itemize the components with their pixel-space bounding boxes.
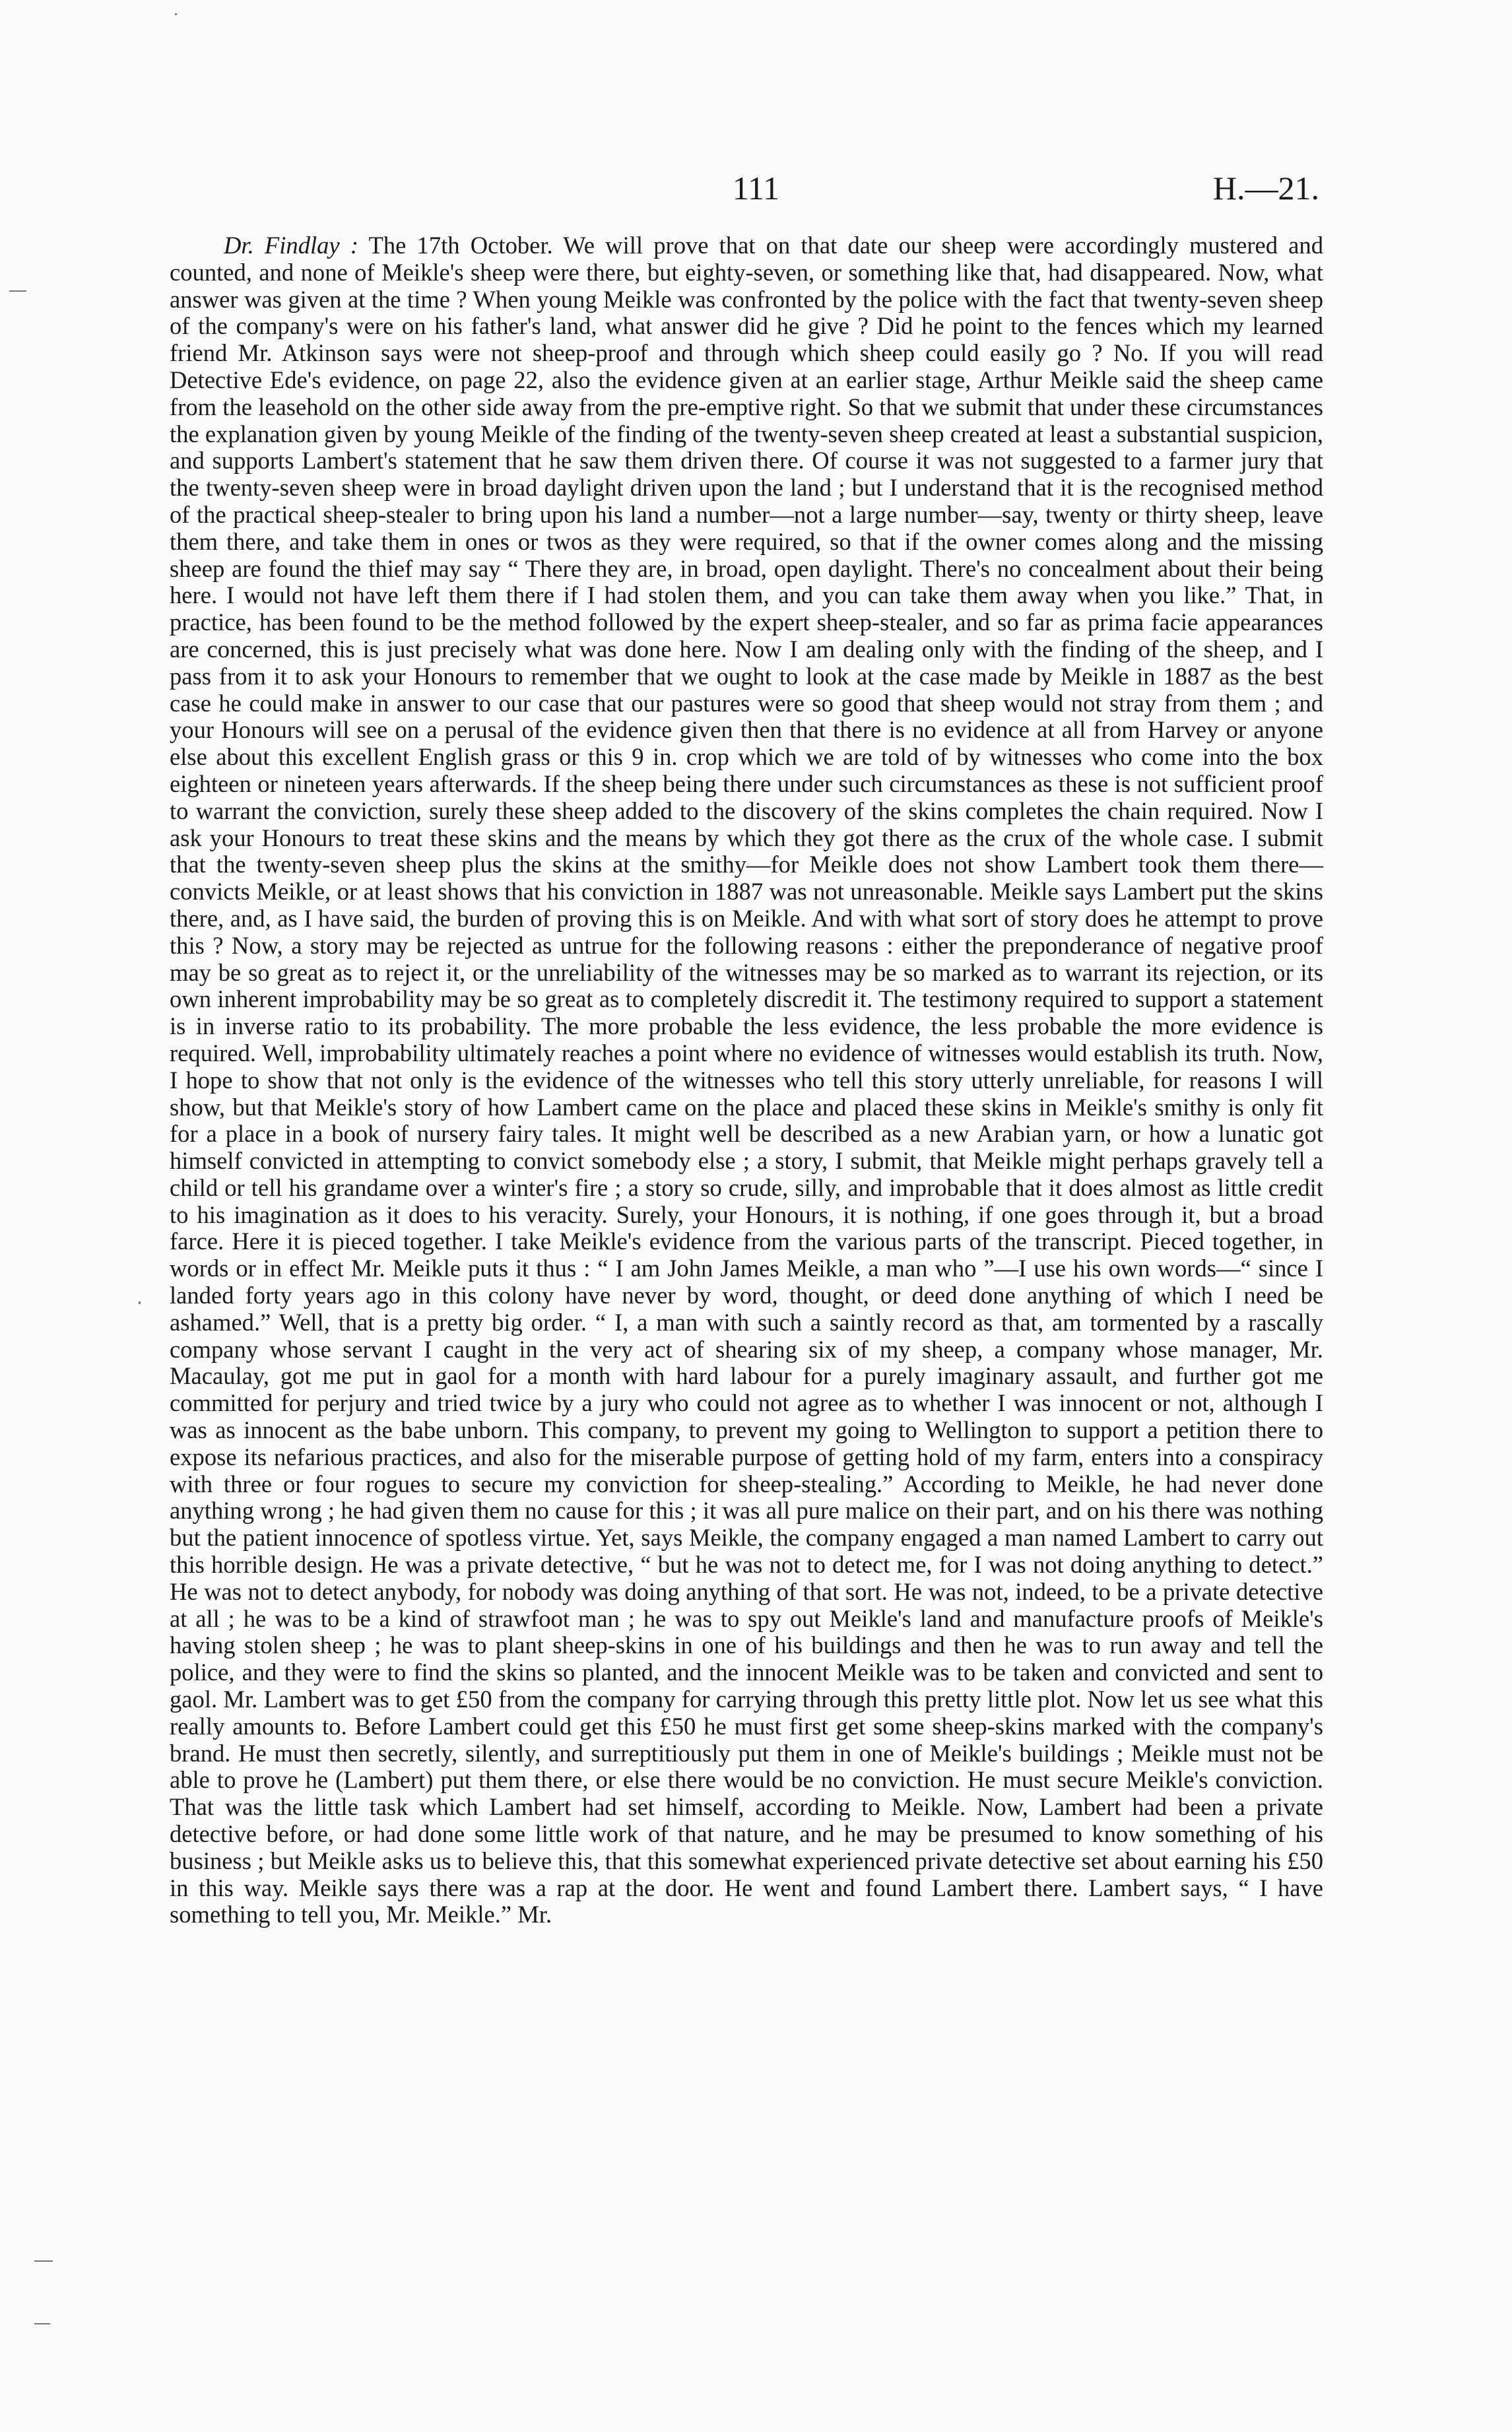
paragraph-text: The 17th October. We will prove that on that date our sheep were accordingly mustered and counted, and none of Meikle's sheep were there, but eighty-seven, or something like that, had disappeared. Now, what answer was given at the time ? When young Meikle was confronted by the police with the fact that twenty-seven sheep of the company's were on his father's land, what answer did he give ? Did he point to the fences which my learned friend Mr. Atkinson says were not sheep-proof and through which sheep could easily go ? No. If you will read Detective Ede's evidence, on page 22, also the evidence given at an earlier stage, Arthur Meikle said the sheep came from the leasehold on the other side away from the pre-emptive right. So that we submit that under these circumstances the explanation given by young Meikle of the finding of the twenty-seven sheep created at least a substantial suspicion, and supports Lambert's statement that he saw them driven there. Of course it was not suggested to a farmer jury that the twenty-seven sheep were in broad daylight driven upon the land ; but I understand that it is the recognised method of the practical sheep-stealer to bring upon his land a number—not a large number—say, twenty or thirty sheep, leave them there, and take them in ones or twos as they were required, so that if the owner comes along and the missing sheep are found the thief may say “ There they are, in broad, open daylight. There's no concealment about their being here. I would not have left them there if I had stolen them, and you can take them away when you like.” That, in practice, has been found to be the method followed by the expert sheep-stealer, and so far as prima facie appearances are concerned, this is just precisely what was done here. Now I am dealing only with the finding of the sheep, and I pass from it to ask your Honours to remember that we ought to look at the case made by Meikle in 1887 as the best case he could make in answer to our case that our pastures were so good that sheep would not stray from them ; and your Honours will see on a perusal of the evidence given then that there is no evidence at all from Harvey or anyone else about this excellent English grass or this 9 in. crop which we are told of by witnesses who come into the box eighteen or nineteen years afterwards. If the sheep being there under such circumstances as these is not sufficient proof to warrant the conviction, surely these sheep added to the discovery of the skins completes the chain required. Now I ask your Honours to treat these skins and the means by which they got there as the crux of the whole case. I submit that the twenty-seven sheep plus the skins at the smithy—for Meikle does not show Lambert took them there—convicts Meikle, or at least shows that his conviction in 1887 was not unreasonable. Meikle says Lambert put the skins there, and, as I have said, the burden of proving this is on Meikle. And with what sort of story does he attempt to prove this ? Now, a story may be rejected as untrue for the following reasons : either the preponderance of negative proof may be so great as to reject it, or the unreliability of the witnesses may be so marked as to warrant its rejection, or its own inherent improbability may be so great as to completely discredit it. The testimony required to support a statement is in inverse ratio to its probability. The more probable the less evidence, the less probable the more evidence is required. Well, improbability ultimately reaches a point where no evidence of witnesses would establish its truth. Now, I hope to show that not only is the evidence of the witnesses who tell this story utterly unreliable, for reasons I will show, but that Meikle's story of how Lambert came on the place and placed these skins in Meikle's smithy is only fit for a place in a book of nursery fairy tales. It might well be described as a new Arabian yarn, or how a lunatic got himself convicted in attempting to convict somebody else ; a story, I submit, that Meikle might perhaps gravely tell a child or tell his grandame over a winter's fire ; a story so crude, silly, and improbable that it does almost as little credit to his imagination as it does to his veracity. Surely, your Honours, it is nothing, if one goes through it, but a broad farce. Here it is pieced together. I take Meikle's evidence from the various parts of the transcript. Pieced together, in words or in effect Mr. Meikle puts it thus : “ I am John James Meikle, a man who ”—I use his own words—“ since I landed forty years ago in this colony have never by word, thought, or deed done anything of which I need be ashamed.” Well, that is a pretty big order. “ I, a man with such a saintly record as that, am tormented by a rascally company whose servant I caught in the very act of shearing six of my sheep, a company whose manager, Mr. Macaulay, got me put in gaol for a month with hard labour for a purely imaginary assault, and further got me committed for perjury and tried twice by a jury who could not agree as to whether I was innocent or not, although I was as innocent as the babe unborn. This company, to prevent my going to Wellington to support a petition there to expose its nefarious practices, and also for the miserable purpose of getting hold of my farm, enters into a conspiracy with three or four rogues to secure my conviction for sheep-stealing.” According to Meikle, he had never done anything wrong ; he had given them no cause for this ; it was all pure malice on their part, and on his there was nothing but the patient innocence of spotless virtue. Yet, says Meikle, the company engaged a man named Lambert to carry out this horrible design. He was a private detective, “ but he was not to detect me, for I was not doing anything to detect.” He was not to detect anybody, for nobody was doing anything of that sort. He was not, indeed, to be a private detective at all ; he was to be a kind of strawfoot man ; he was to spy out Meikle's land and manufacture proofs of Meikle's having stolen sheep ; he was to plant sheep-skins in one of his buildings and then he was to run away and tell the police, and they were to find the skins so planted, and the innocent Meikle was to be taken and convicted and sent to gaol. Mr. Lambert was to get £50 from the company for carrying through this pretty little plot. Now let us see what this really amounts to. Before Lambert could get this £50 he must first get some sheep-skins marked with the company's brand. He must then secretly, silently, and surreptitiously put them in one of Meikle's buildings ; Meikle must not be able to prove he (Lambert) put them there, or else there would be no conviction. He must secure Meikle's conviction. That was the little task which Lambert had set himself, according to Meikle. Now, Lambert had been a private detective before, or had done some little work of that nature, and he may be presumed to know something of his business ; but Meikle asks us to believe this, that this somewhat experienced private detective set about earning his £50 in this way. Meikle says there was a rap at the door. He went and found Lambert there. Lambert says, “ I have something to tell you, Mr. Meikle.” Mr.	[170, 232, 1323, 1928]
transcript-body	[170, 232, 1323, 1928]
paragraph	[170, 232, 1323, 1928]
margin-mark	[9, 290, 26, 292]
margin-mark	[34, 2323, 50, 2324]
document-reference: H.—21.	[1212, 170, 1319, 207]
margin-mark	[175, 13, 177, 15]
margin-mark	[34, 2260, 53, 2262]
margin-mark	[139, 1301, 141, 1304]
page-number: 111	[732, 170, 780, 207]
speaker-name: Dr. Findlay :	[224, 232, 359, 259]
